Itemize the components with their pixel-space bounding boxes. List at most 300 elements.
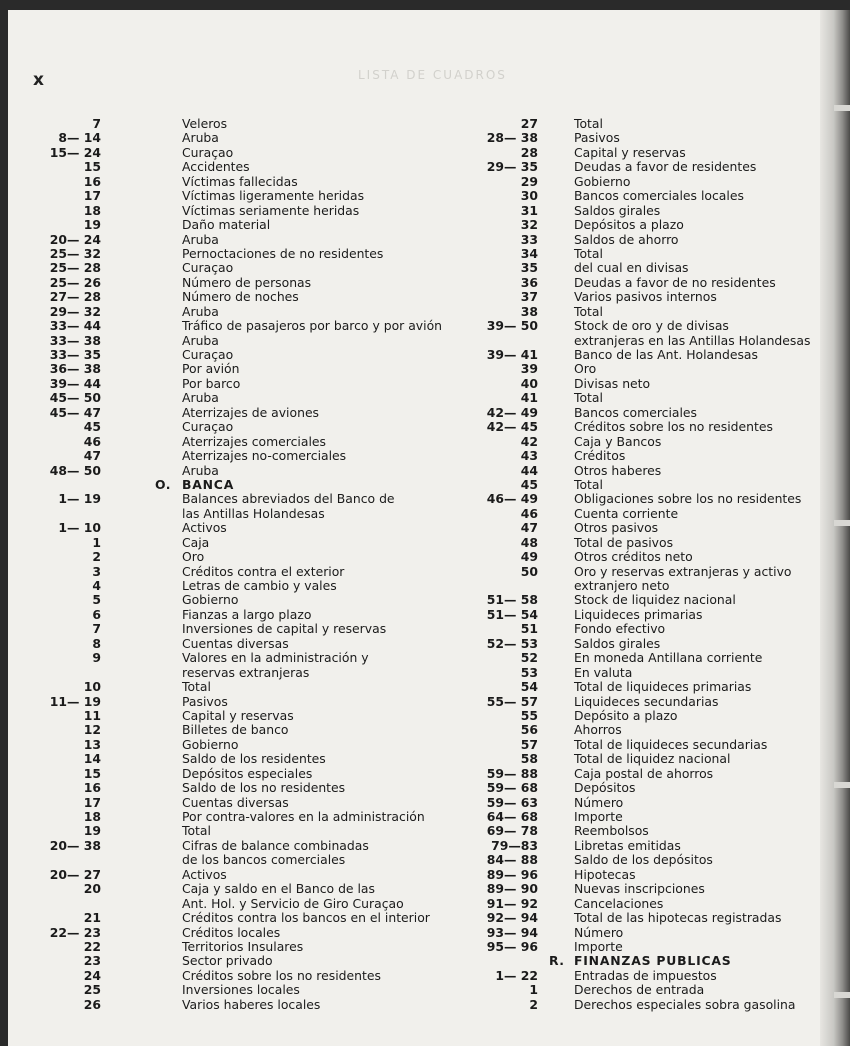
index-entry bbox=[8, 998, 468, 1012]
bleed-through-title: LISTA DE CUADROS bbox=[358, 68, 507, 82]
entry-number-cell bbox=[8, 911, 101, 925]
index-entry bbox=[8, 146, 468, 160]
table-title: Saldo de los depósitos bbox=[574, 852, 713, 868]
table-title: Saldos de ahorro bbox=[574, 231, 679, 247]
index-entry bbox=[8, 435, 468, 449]
index-entry bbox=[460, 492, 828, 506]
table-number: 1— 10 bbox=[58, 520, 101, 536]
table-number: 47 bbox=[83, 448, 101, 464]
index-entry bbox=[460, 247, 828, 261]
index-entry bbox=[460, 319, 828, 333]
table-title: FINANZAS PUBLICAS bbox=[574, 953, 732, 969]
table-title: Depósito a plazo bbox=[574, 707, 678, 723]
table-title: Aruba bbox=[182, 303, 219, 319]
table-number: 36— 38 bbox=[49, 361, 101, 377]
table-number: 19 bbox=[83, 823, 101, 839]
index-entry bbox=[8, 406, 468, 420]
entry-number-cell bbox=[460, 478, 538, 492]
entry-number-cell bbox=[460, 406, 538, 420]
table-number: 29— 32 bbox=[49, 303, 101, 319]
entry-number-cell bbox=[8, 796, 101, 810]
entry-number-cell bbox=[8, 666, 101, 680]
entry-number-cell bbox=[8, 507, 101, 521]
table-number: 18 bbox=[83, 202, 101, 218]
table-title: Nuevas inscripciones bbox=[574, 881, 705, 897]
table-number: 1— 22 bbox=[495, 967, 538, 983]
table-title: Créditos bbox=[574, 448, 626, 464]
table-title: Hipotecas bbox=[574, 866, 636, 882]
index-entry bbox=[8, 290, 468, 304]
table-title: Depósitos especiales bbox=[182, 765, 313, 781]
table-title: Número de noches bbox=[182, 289, 299, 305]
table-number: 50 bbox=[520, 563, 538, 579]
entry-number-cell bbox=[460, 998, 538, 1012]
table-number: 56 bbox=[520, 722, 538, 738]
index-entry bbox=[8, 305, 468, 319]
table-number: 27— 28 bbox=[49, 289, 101, 305]
table-title: Total de pasivos bbox=[574, 534, 674, 550]
entry-number-cell bbox=[8, 897, 101, 911]
entry-number-cell bbox=[460, 218, 538, 232]
entry-number-cell bbox=[460, 666, 538, 680]
table-title: Otros créditos neto bbox=[574, 549, 693, 565]
entry-number-cell bbox=[8, 146, 101, 160]
index-entry bbox=[8, 738, 468, 752]
table-number: 51— 58 bbox=[486, 592, 538, 608]
entry-number-cell bbox=[460, 608, 538, 622]
section-heading bbox=[8, 478, 468, 492]
index-entry bbox=[460, 579, 828, 593]
table-title: Créditos sobre los no residentes bbox=[182, 967, 381, 983]
entry-number-cell bbox=[460, 131, 538, 145]
table-title: Importe bbox=[574, 809, 623, 824]
table-title: Curaçao bbox=[182, 260, 234, 276]
table-title: Total bbox=[574, 303, 603, 319]
table-title: Deudas a favor de residentes bbox=[574, 159, 757, 175]
table-title: Créditos contra el exterior bbox=[182, 563, 345, 579]
index-entry bbox=[8, 117, 468, 131]
table-number: 9 bbox=[92, 650, 101, 666]
entry-number-cell bbox=[460, 810, 538, 824]
entry-number-cell bbox=[8, 406, 101, 420]
table-title: Varios pasivos internos bbox=[574, 289, 717, 305]
index-entry bbox=[460, 175, 828, 189]
entry-number-cell bbox=[8, 738, 101, 752]
entry-number-cell bbox=[8, 449, 101, 463]
table-number: 6 bbox=[92, 606, 101, 622]
entry-number-cell bbox=[460, 853, 538, 867]
table-number: 49 bbox=[520, 549, 538, 565]
table-title: Veleros bbox=[182, 116, 228, 131]
table-title: Caja y Bancos bbox=[574, 433, 662, 449]
table-title: Cuentas diversas bbox=[182, 794, 289, 810]
table-title: Stock de liquidez nacional bbox=[574, 592, 736, 608]
index-entry bbox=[8, 565, 468, 579]
table-title: Caja y saldo en el Banco de las bbox=[182, 881, 375, 897]
index-entry bbox=[460, 478, 828, 492]
table-title: Total bbox=[574, 476, 603, 492]
index-entry bbox=[8, 752, 468, 766]
table-number: 25— 28 bbox=[49, 260, 101, 276]
index-entry bbox=[460, 998, 828, 1012]
entry-number-cell bbox=[8, 464, 101, 478]
index-entry bbox=[460, 536, 828, 550]
entry-number-cell bbox=[8, 131, 101, 145]
table-number: 52 bbox=[520, 650, 538, 666]
table-number: 8— 14 bbox=[58, 130, 101, 146]
index-entry bbox=[460, 651, 828, 665]
table-title: Billetes de banco bbox=[182, 722, 289, 738]
table-title: reservas extranjeras bbox=[182, 664, 310, 680]
table-title: Gobierno bbox=[182, 592, 239, 608]
entry-number-cell bbox=[460, 824, 538, 838]
entry-number-cell bbox=[8, 622, 101, 636]
table-title: Accidentes bbox=[182, 159, 250, 175]
table-number: 16 bbox=[83, 780, 101, 796]
table-number: 3 bbox=[92, 563, 101, 579]
table-number: 42— 45 bbox=[486, 419, 538, 435]
entry-number-cell bbox=[8, 476, 171, 492]
table-number: 29 bbox=[520, 173, 538, 189]
entry-number-cell bbox=[460, 233, 538, 247]
table-number: 10 bbox=[83, 679, 101, 695]
index-entry bbox=[460, 969, 828, 983]
entry-number-cell bbox=[8, 334, 101, 348]
page-tab bbox=[834, 520, 850, 526]
document-page bbox=[8, 10, 828, 1046]
table-title: Oro bbox=[182, 549, 205, 565]
index-entry bbox=[460, 550, 828, 564]
table-title: Pasivos bbox=[182, 693, 228, 709]
entry-number-cell bbox=[8, 218, 101, 232]
table-title: Letras de cambio y vales bbox=[182, 578, 337, 593]
table-title: Ahorros bbox=[574, 722, 622, 738]
index-entry bbox=[460, 449, 828, 463]
entry-number-cell bbox=[8, 882, 101, 896]
entry-number-cell bbox=[460, 189, 538, 203]
table-title: Capital y reservas bbox=[574, 144, 686, 160]
index-entry bbox=[8, 868, 468, 882]
index-entry bbox=[460, 507, 828, 521]
table-title: Activos bbox=[182, 520, 227, 536]
table-title: Número de personas bbox=[182, 274, 312, 290]
table-number: 33— 35 bbox=[49, 347, 101, 362]
index-entry bbox=[460, 882, 828, 896]
table-title: Pasivos bbox=[574, 130, 620, 146]
table-title: Curaçao bbox=[182, 347, 234, 362]
table-title: Aruba bbox=[182, 130, 219, 146]
table-title: Fianzas a largo plazo bbox=[182, 606, 312, 622]
index-entry bbox=[8, 853, 468, 867]
entry-number-cell bbox=[460, 449, 538, 463]
index-entry bbox=[8, 666, 468, 680]
index-entry bbox=[460, 391, 828, 405]
table-number: 52— 53 bbox=[486, 635, 538, 651]
table-number: 20— 27 bbox=[49, 866, 101, 882]
table-number: 13 bbox=[83, 736, 101, 752]
table-number: R. bbox=[549, 953, 565, 969]
entry-number-cell bbox=[8, 175, 101, 189]
table-title: Total bbox=[182, 679, 211, 695]
table-number: 22 bbox=[83, 938, 101, 954]
entry-number-cell bbox=[8, 767, 101, 781]
table-title: Territorios Insulares bbox=[182, 938, 304, 954]
table-title: Balances abreviados del Banco de bbox=[182, 491, 395, 507]
entry-number-cell bbox=[8, 276, 101, 290]
index-entry bbox=[460, 853, 828, 867]
table-title: Créditos locales bbox=[182, 924, 281, 940]
entry-number-cell bbox=[8, 117, 101, 131]
entry-number-cell bbox=[460, 550, 538, 564]
table-number: 37 bbox=[520, 289, 538, 305]
index-entry bbox=[8, 651, 468, 665]
table-title: Curaçao bbox=[182, 144, 234, 160]
table-title: Otros pasivos bbox=[574, 520, 659, 536]
entry-number-cell bbox=[460, 464, 538, 478]
index-entry bbox=[8, 464, 468, 478]
table-number: 45— 50 bbox=[49, 390, 101, 406]
entry-number-cell bbox=[460, 882, 538, 896]
entry-number-cell bbox=[8, 853, 101, 867]
index-entry bbox=[8, 276, 468, 290]
index-entry bbox=[460, 738, 828, 752]
index-entry bbox=[460, 752, 828, 766]
table-title: Saldos girales bbox=[574, 635, 661, 651]
table-title: Activos bbox=[182, 866, 227, 882]
table-number: 44 bbox=[520, 462, 538, 478]
index-entry bbox=[460, 940, 828, 954]
entry-number-cell bbox=[460, 276, 538, 290]
entry-number-cell bbox=[460, 146, 538, 160]
entry-number-cell bbox=[8, 651, 101, 665]
table-number: 93— 94 bbox=[486, 924, 538, 940]
index-entry bbox=[8, 218, 468, 232]
index-entry bbox=[8, 969, 468, 983]
table-number: 51— 54 bbox=[486, 606, 538, 622]
table-number: 45 bbox=[520, 476, 538, 492]
index-entry bbox=[460, 261, 828, 275]
index-entry bbox=[8, 680, 468, 694]
table-number: 51 bbox=[520, 621, 538, 637]
table-number: 34 bbox=[520, 245, 538, 261]
index-entry bbox=[460, 406, 828, 420]
entry-number-cell bbox=[8, 983, 101, 997]
entry-number-cell bbox=[460, 953, 565, 969]
index-entry bbox=[8, 954, 468, 968]
table-title: Caja bbox=[182, 534, 210, 550]
index-entry bbox=[8, 175, 468, 189]
entry-number-cell bbox=[8, 261, 101, 275]
index-entry bbox=[460, 666, 828, 680]
table-title: Total de liquideces primarias bbox=[574, 679, 752, 695]
table-title: Depósitos a plazo bbox=[574, 217, 684, 233]
table-title: Valores en la administración y bbox=[182, 650, 369, 666]
index-entry bbox=[460, 608, 828, 622]
entry-number-cell bbox=[460, 767, 538, 781]
table-number: 4 bbox=[92, 578, 101, 593]
table-number: 59— 68 bbox=[486, 780, 538, 796]
index-entry bbox=[460, 839, 828, 853]
index-entry bbox=[8, 709, 468, 723]
index-entry bbox=[8, 897, 468, 911]
index-entry bbox=[460, 334, 828, 348]
entry-number-cell bbox=[8, 839, 101, 853]
table-title: Depósitos bbox=[574, 780, 636, 796]
table-number: 36 bbox=[520, 274, 538, 290]
entry-number-cell bbox=[460, 926, 538, 940]
table-title: de los bancos comerciales bbox=[182, 852, 346, 868]
table-title: Divisas neto bbox=[574, 375, 651, 391]
table-title: Por contra-valores en la administración bbox=[182, 809, 425, 824]
table-number: 23 bbox=[83, 953, 101, 969]
table-number: 15 bbox=[83, 159, 101, 175]
table-title: Derechos especiales sobra gasolina bbox=[574, 996, 796, 1012]
entry-number-cell bbox=[460, 348, 538, 362]
table-title: del cual en divisas bbox=[574, 260, 689, 276]
entry-number-cell bbox=[8, 969, 101, 983]
index-entry bbox=[460, 897, 828, 911]
index-entry bbox=[460, 796, 828, 810]
index-entry bbox=[8, 261, 468, 275]
table-number: 24 bbox=[83, 967, 101, 983]
table-title: Capital y reservas bbox=[182, 707, 294, 723]
index-entry bbox=[8, 882, 468, 896]
table-title: Número bbox=[574, 794, 624, 810]
index-entry bbox=[8, 550, 468, 564]
entry-number-cell bbox=[460, 521, 538, 535]
entry-number-cell bbox=[460, 305, 538, 319]
index-entry bbox=[460, 926, 828, 940]
table-number: 45 bbox=[83, 419, 101, 435]
table-title: Otros haberes bbox=[574, 462, 662, 478]
entry-number-cell bbox=[8, 420, 101, 434]
index-entry bbox=[8, 362, 468, 376]
entry-number-cell bbox=[460, 247, 538, 261]
entry-number-cell bbox=[460, 695, 538, 709]
entry-number-cell bbox=[8, 319, 101, 333]
table-title: Gobierno bbox=[182, 736, 239, 752]
index-entry bbox=[460, 637, 828, 651]
table-title: Banco de las Ant. Holandesas bbox=[574, 347, 758, 362]
table-number: 89— 90 bbox=[486, 881, 538, 897]
table-number: 2 bbox=[529, 996, 538, 1012]
entry-number-cell bbox=[8, 781, 101, 795]
left-column bbox=[8, 117, 468, 1012]
index-entry bbox=[8, 810, 468, 824]
table-title: Total de liquideces secundarias bbox=[574, 736, 768, 752]
index-entry bbox=[8, 521, 468, 535]
entry-number-cell bbox=[460, 175, 538, 189]
index-entry bbox=[460, 521, 828, 535]
entry-number-cell bbox=[460, 622, 538, 636]
table-number: 57 bbox=[520, 736, 538, 752]
index-entry bbox=[8, 189, 468, 203]
entry-number-cell bbox=[8, 189, 101, 203]
index-entry bbox=[460, 695, 828, 709]
table-number: 25 bbox=[83, 982, 101, 998]
index-entry bbox=[8, 593, 468, 607]
index-entry bbox=[8, 940, 468, 954]
table-number: 29— 35 bbox=[486, 159, 538, 175]
index-entry bbox=[8, 334, 468, 348]
index-entry bbox=[8, 536, 468, 550]
table-number: 95— 96 bbox=[486, 938, 538, 954]
table-number: 11— 19 bbox=[49, 693, 101, 709]
table-number: 35 bbox=[520, 260, 538, 276]
table-number: 48 bbox=[520, 534, 538, 550]
index-entry bbox=[8, 579, 468, 593]
table-number: 43 bbox=[520, 448, 538, 464]
table-number: 33— 44 bbox=[49, 318, 101, 334]
table-number: 21 bbox=[83, 910, 101, 926]
table-title: BANCA bbox=[182, 476, 235, 492]
table-title: Tráfico de pasajeros por barco y por avión bbox=[182, 318, 443, 334]
index-entry bbox=[460, 464, 828, 478]
table-number: 46 bbox=[83, 433, 101, 449]
table-title: extranjero neto bbox=[574, 578, 670, 593]
table-number: 17 bbox=[83, 794, 101, 810]
table-title: Saldos girales bbox=[574, 202, 661, 218]
index-entry bbox=[460, 911, 828, 925]
table-number: 5 bbox=[92, 592, 101, 608]
table-title: Daño material bbox=[182, 217, 271, 233]
table-number: 79—83 bbox=[491, 837, 538, 853]
index-entry bbox=[8, 391, 468, 405]
entry-number-cell bbox=[8, 637, 101, 651]
index-entry bbox=[460, 189, 828, 203]
table-title: Número bbox=[574, 924, 624, 940]
table-title: Bancos comerciales locales bbox=[574, 188, 744, 204]
table-title: Total de liquidez nacional bbox=[574, 751, 731, 767]
index-entry bbox=[460, 276, 828, 290]
table-title: Aterrizajes no-comerciales bbox=[182, 448, 347, 464]
index-entry bbox=[460, 622, 828, 636]
entry-number-cell bbox=[8, 391, 101, 405]
table-number: 20— 24 bbox=[49, 231, 101, 247]
entry-number-cell bbox=[8, 160, 101, 174]
entry-number-cell bbox=[460, 868, 538, 882]
index-entry bbox=[8, 695, 468, 709]
index-entry bbox=[8, 983, 468, 997]
entry-number-cell bbox=[460, 507, 538, 521]
entry-number-cell bbox=[8, 695, 101, 709]
index-entry bbox=[460, 593, 828, 607]
index-entry bbox=[460, 131, 828, 145]
table-number: 40 bbox=[520, 375, 538, 391]
entry-number-cell bbox=[460, 204, 538, 218]
entry-number-cell bbox=[8, 680, 101, 694]
table-title: Total bbox=[574, 245, 603, 261]
table-title: Liquideces secundarias bbox=[574, 693, 719, 709]
table-number: 25— 26 bbox=[49, 274, 101, 290]
index-entry bbox=[460, 781, 828, 795]
index-entry bbox=[460, 117, 828, 131]
table-number: 45— 47 bbox=[49, 404, 101, 420]
page-tab bbox=[834, 782, 850, 788]
entry-number-cell bbox=[8, 233, 101, 247]
table-number: 28— 38 bbox=[486, 130, 538, 146]
index-entry bbox=[8, 637, 468, 651]
table-title: Total bbox=[182, 823, 211, 839]
table-number: 25— 32 bbox=[49, 245, 101, 261]
table-title: Libretas emitidas bbox=[574, 837, 681, 853]
entry-number-cell bbox=[460, 579, 538, 593]
table-number: 15— 24 bbox=[49, 144, 101, 160]
entry-number-cell bbox=[8, 521, 101, 535]
entry-number-cell bbox=[460, 651, 538, 665]
index-entry bbox=[8, 839, 468, 853]
table-number: 20 bbox=[83, 881, 101, 897]
